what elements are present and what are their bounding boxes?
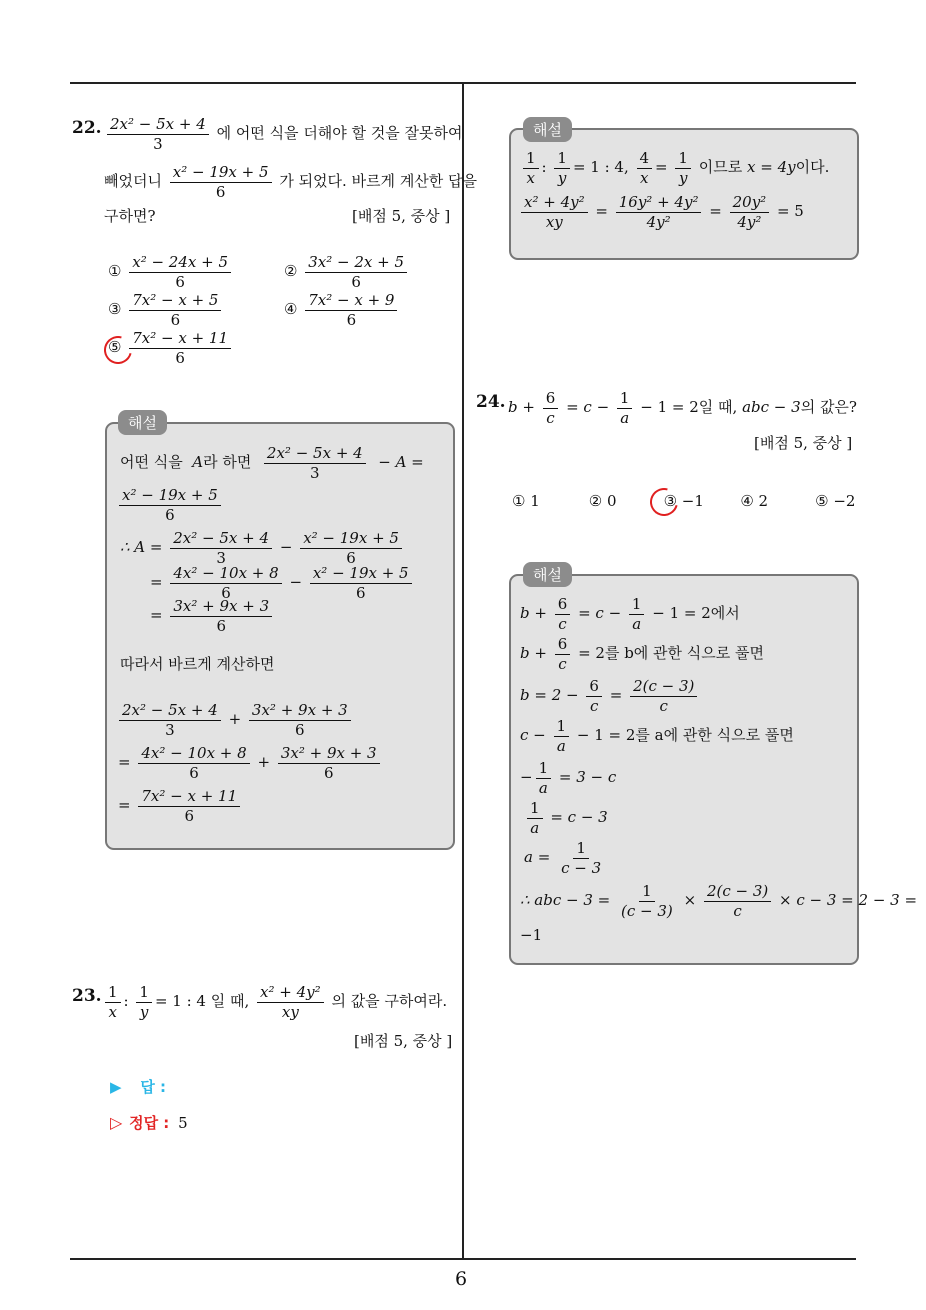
solution-22-text: 따라서 바르게 계산하면 (120, 655, 275, 673)
solution-23-line1: $\frac{1}{x}$ : $\frac{1}{y}$ = 1 : 4, $\frac{4}{x}$ = $\frac{1}{y}$ 이므로 x = 4y이다. (520, 150, 829, 186)
question-22-line1: $\frac{\text{2x² − 5x + 4}}{3}$ 에 어떤 식을 더해야 할 것을 잘못하여 (104, 116, 463, 152)
answer-line[interactable]: ▶ 답 : (110, 1078, 167, 1096)
choice-5[interactable]: ⑤ $\frac{\text{7x² − x + 11}}{6}$ (108, 330, 234, 366)
solution-24-line4: c − $\frac{1}{a}$ − 1 = 2를 a에 관한 식으로 풀면 (520, 717, 794, 755)
solution-24-line1: b + $\frac{6}{c}$ = c − $\frac{1}{a}$ − 1 = 2에서 (520, 595, 740, 633)
question-24-line1: b + $\frac{6}{c}$ = c − $\frac{1}{a}$ − 1 = 2일 때, abc − 3의 값은? (508, 389, 857, 427)
question-23-number: 23. (72, 986, 102, 1006)
choice-1[interactable]: ① 1 (512, 492, 540, 510)
solution-22-line6: $\frac{\text{2x² − 5x + 4}}{3}$ + $\frac{\text{3x² + 9x + 3}}{6}$ (116, 702, 354, 738)
solution-23-line2: $\frac{\text{x² + 4y²}}{xy}$ = $\frac{\text{16y² + 4y²}}{\text{4y²}}$ = $\frac{\text{20y²}}{\text{4y²}}$ = 5 (518, 194, 804, 230)
choice-2[interactable]: ② 0 (588, 492, 617, 510)
question-23-score: [배점 5, 중상 ] (354, 1032, 453, 1050)
choice-5[interactable]: ⑤ −2 (815, 492, 856, 510)
bottom-rule (70, 1258, 856, 1260)
page-number: 6 (455, 1268, 468, 1290)
solution-22-line5: = $\frac{\text{3x² + 9x + 3}}{6}$ (150, 598, 275, 634)
solution-tag: 해설 (523, 562, 572, 587)
solution-22-line7: = $\frac{\text{4x² − 10x + 8}}{6}$ + $\frac{\text{3x² + 9x + 3}}{6}$ (118, 745, 383, 781)
choice-3[interactable]: ③ $\frac{\text{7x² − x + 5}}{6}$ (108, 292, 224, 328)
solution-tag: 해설 (523, 117, 572, 142)
question-24-score: [배점 5, 중상 ] (754, 434, 853, 452)
solution-24-line3: b = 2 − $\frac{6}{c}$ = $\frac{2(c - 3)}{c}$ (520, 678, 700, 714)
answer-circle-mark (645, 483, 683, 521)
solution-24-line9: −1 (520, 926, 543, 944)
solution-24-line6: $\frac{1}{a}$ = c − 3 (524, 800, 608, 836)
choice-4[interactable]: ④ $\frac{\text{7x² − x + 9}}{6}$ (284, 292, 400, 328)
choice-1[interactable]: ① $\frac{\text{x² − 24x + 5}}{6}$ (108, 254, 234, 290)
solution-24-line2: b + $\frac{6}{c}$ = 2를 b에 관한 식으로 풀면 (520, 635, 765, 673)
solution-22-line4: = $\frac{\text{4x² − 10x + 8}}{6}$ − $\frac{\text{x² − 19x + 5}}{6}$ (150, 565, 415, 601)
solution-22-line2: $\frac{\text{x² − 19x + 5}}{6}$ (116, 487, 224, 523)
choice-3[interactable]: ③ −1 (663, 492, 704, 510)
question-22-number: 22. (72, 118, 102, 138)
solution-24-line8: ∴ abc − 3 = $\frac{1}{(c - 3)}$ × $\frac{2(c - 3)}{c}$ × c − 3 = 2 − 3 = (520, 882, 918, 920)
answer-arrow-icon: ▶ (110, 1078, 122, 1096)
solution-22-line3: ∴ A = $\frac{\text{2x² − 5x + 4}}{3}$ − $\frac{\text{x² − 19x + 5}}{6}$ (120, 530, 405, 566)
solution-24-line7: a = $\frac{1}{c - 3}$ (524, 839, 602, 877)
question-22-line2: 빼었더니 $\frac{\text{x² − 19x + 5}}{6}$ 가 되었다. 바르게 계산한 답을 (104, 163, 478, 201)
choice-2[interactable]: ② $\frac{\text{3x² − 2x + 5}}{6}$ (284, 254, 410, 290)
solution-24-line5: − $\frac{1}{a}$ = 3 − c (520, 759, 617, 797)
question-23-line1: $\frac{1}{x}$ : $\frac{1}{y}$ = 1 : 4 일 때, $\frac{\text{x² + 4y²}}{xy}$ 의 값을 구하여라. (102, 984, 447, 1020)
choice-4[interactable]: ④ 2 (740, 492, 769, 510)
solution-22-line1: 어떤 식을 A라 하면 $\frac{\text{2x² − 5x + 4}}{3}$ − A = (120, 444, 424, 482)
solution-tag: 해설 (118, 410, 167, 435)
solution-22-line8: = $\frac{\text{7x² − x + 11}}{6}$ (118, 788, 243, 824)
fraction: $\frac{\text{2x² − 5x + 4}}{3}$ (107, 116, 209, 152)
question-22-score: [배점 5, 중상 ] (352, 207, 451, 225)
answer-hollow-arrow-icon: ▷ (110, 1113, 123, 1132)
question-24-choices (512, 492, 855, 510)
question-24-number: 24. (476, 392, 506, 412)
correct-answer-line: ▷ 정답 : 5 (110, 1113, 188, 1132)
fraction: $\frac{\text{x² − 19x + 5}}{6}$ (170, 164, 272, 200)
question-22-line3: 구하면? (104, 207, 156, 225)
column-divider (462, 83, 464, 1258)
